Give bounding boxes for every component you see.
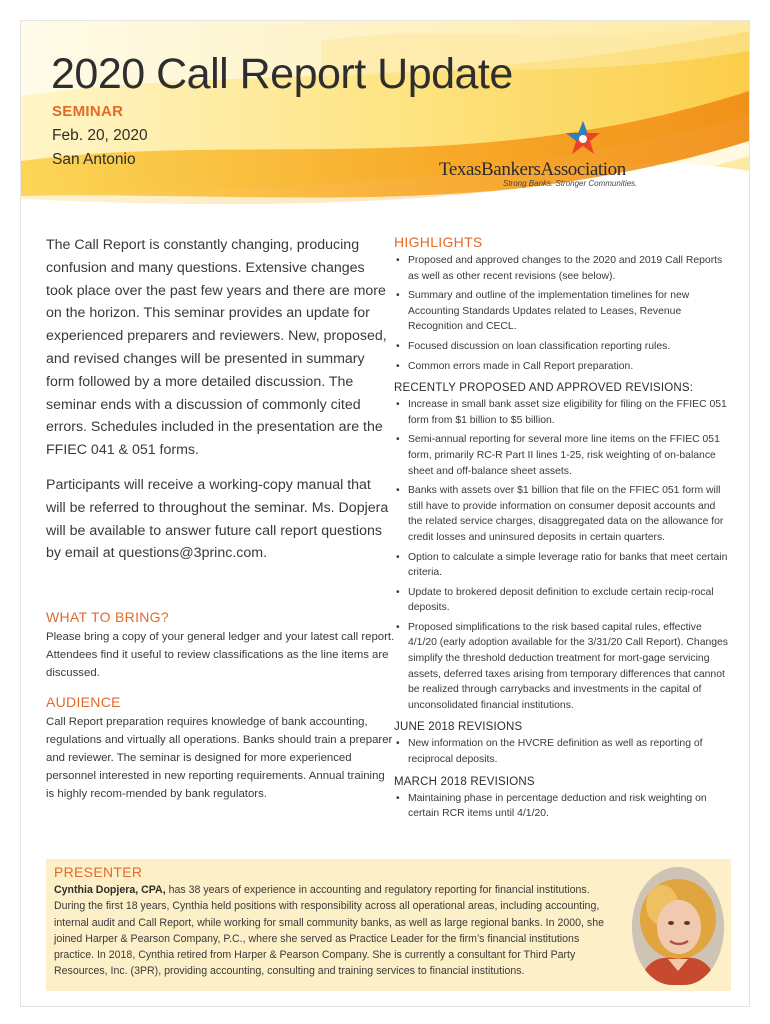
list-item: • Option to calculate a simple leverage ratio for banks that meet certain criteria. (396, 551, 728, 579)
recent-revisions-heading: RECENTLY PROPOSED AND APPROVED REVISIONS: (394, 382, 694, 395)
seminar-label: SEMINAR (52, 103, 124, 120)
what-to-bring-text: Please bring a copy of your general ledger and your latest call report. Attendees find it useful to review classifications as the line items are discussed. (46, 631, 395, 680)
intro-paragraph-2: Participants will receive a working-copy manual that will be referred to throughout the seminar. Ms. Dopjera will be available to answer future call report questions by email at questions@3princ.com. (46, 476, 389, 562)
list-item: • Proposed and approved changes to the 2020 and 2019 Call Reports as well as other recent revisions (see below). (396, 255, 723, 282)
presenter-box (46, 859, 731, 991)
highlights-list (394, 253, 729, 374)
list-item: • Increase in small bank asset size eligibility for filing on the FFIEC 051 form from $1 billion to $5 billion. (396, 399, 727, 426)
list-item: • Banks with assets over $1 billion that file on the FFIEC 051 form will still have to provide information on consumer deposit accounts and the related service charges, disaggregated data on the allowance for credit losses and uninsured deposits in certain quarters. (396, 485, 724, 543)
march-2018-list (394, 791, 729, 822)
list-item: • Focused discussion on loan classification reporting rules. (396, 340, 671, 352)
list-item: • Semi-annual reporting for several more line items on the FFIEC 051 form, primarily RC-R Part II lines 1-25, risk weighting of on-balance sheet and off-balance sheet assets. (396, 434, 720, 477)
list-item: • Common errors made in Call Report preparation. (396, 360, 634, 372)
presenter-heading: PRESENTER (54, 864, 143, 880)
march-2018-heading: MARCH 2018 REVISIONS (394, 775, 535, 788)
list-item: • New information on the HVCRE definition as well as reporting of reciprocal deposits. (396, 738, 703, 766)
highlights-heading: HIGHLIGHTS (394, 234, 483, 250)
audience-heading: AUDIENCE (46, 694, 121, 710)
june-2018-heading: JUNE 2018 REVISIONS (394, 721, 523, 734)
intro-text (46, 234, 391, 577)
event-city: San Antonio (52, 151, 136, 168)
tba-logo (439, 119, 639, 189)
recent-revisions-list (394, 397, 729, 713)
presenter-bio (54, 882, 614, 980)
presenter-bio-text: has 38 years of experience in accounting and regulatory reporting for financial institutions. During the first 18 years, Cynthia held positions with responsibility across all operational areas, including accounting, internal audit and Call Report, while working for small community banks, as well as large regional banks. In 2000, she joined Harper & Pearson Company, P.C., where she served as Practice Leader for the firm’s financial institutions practice. In 2018, Cynthia retired from Harper & Pearson Company. She is currently a consultant for Third Party Resources, Inc. (3PR), providing accounting, consulting and training services to financial institutions. (54, 884, 604, 978)
list-item: • Maintaining phase in percentage deduction and risk weighting on certain RCR items until 4/1/20. (396, 792, 707, 820)
june-2018-list (394, 736, 729, 767)
page-title: 2020 Call Report Update (51, 50, 513, 98)
texas-star-icon (563, 119, 603, 159)
list-item: • Proposed simplifications to the risk based capital rules, effective 4/1/20 (early adoption available for the 3/31/20 Call Report). Changes simplify the threshold deduction treatment for mort-gage servicing assets, deferred taxes arising from temporary differences that cannot be realized through carrybacks and investments in the capital of unconsolidated financial institutions. (396, 621, 728, 711)
list-item: • Summary and outline of the implementation timelines for new Accounting Standards Updates related to Leases, Revenue Recognition and CECL. (396, 290, 690, 333)
audience-text: Call Report preparation requires knowledge of bank accounting, regulations and virtually all operations. Banks should train a preparer and reviewer. The seminar is designed for more experienced personnel interested in new reporting requirements. Annual training is highly recom-mended by bank regulators. (46, 716, 393, 801)
right-column (394, 234, 729, 826)
tba-name: TexasBankersAssociation (439, 159, 626, 180)
intro-paragraph-1: The Call Report is constantly changing, producing confusion and many questions. Extensive changes took place over the past few years and there are more on the horizon. This seminar provides an update for experienced preparers and reviewers. New, proposed, and revised changes will be presented in summary form followed by a more detailed discussion. The seminar ends with a discussion of commonly cited errors. Schedules included in the presentation are the FFIEC 041 & 051 forms. (46, 237, 387, 459)
presenter-photo (632, 867, 724, 985)
list-item: • Update to brokered deposit definition to exclude certain recip-rocal deposits. (396, 586, 714, 614)
event-date: Feb. 20, 2020 (52, 127, 148, 144)
presenter-name: Cynthia Dopjera, CPA, (54, 884, 166, 896)
what-to-bring-heading: WHAT TO BRING? (46, 609, 169, 625)
tba-tagline: Strong Banks. Stronger Communities. (503, 179, 638, 188)
brochure-page (20, 20, 750, 1007)
